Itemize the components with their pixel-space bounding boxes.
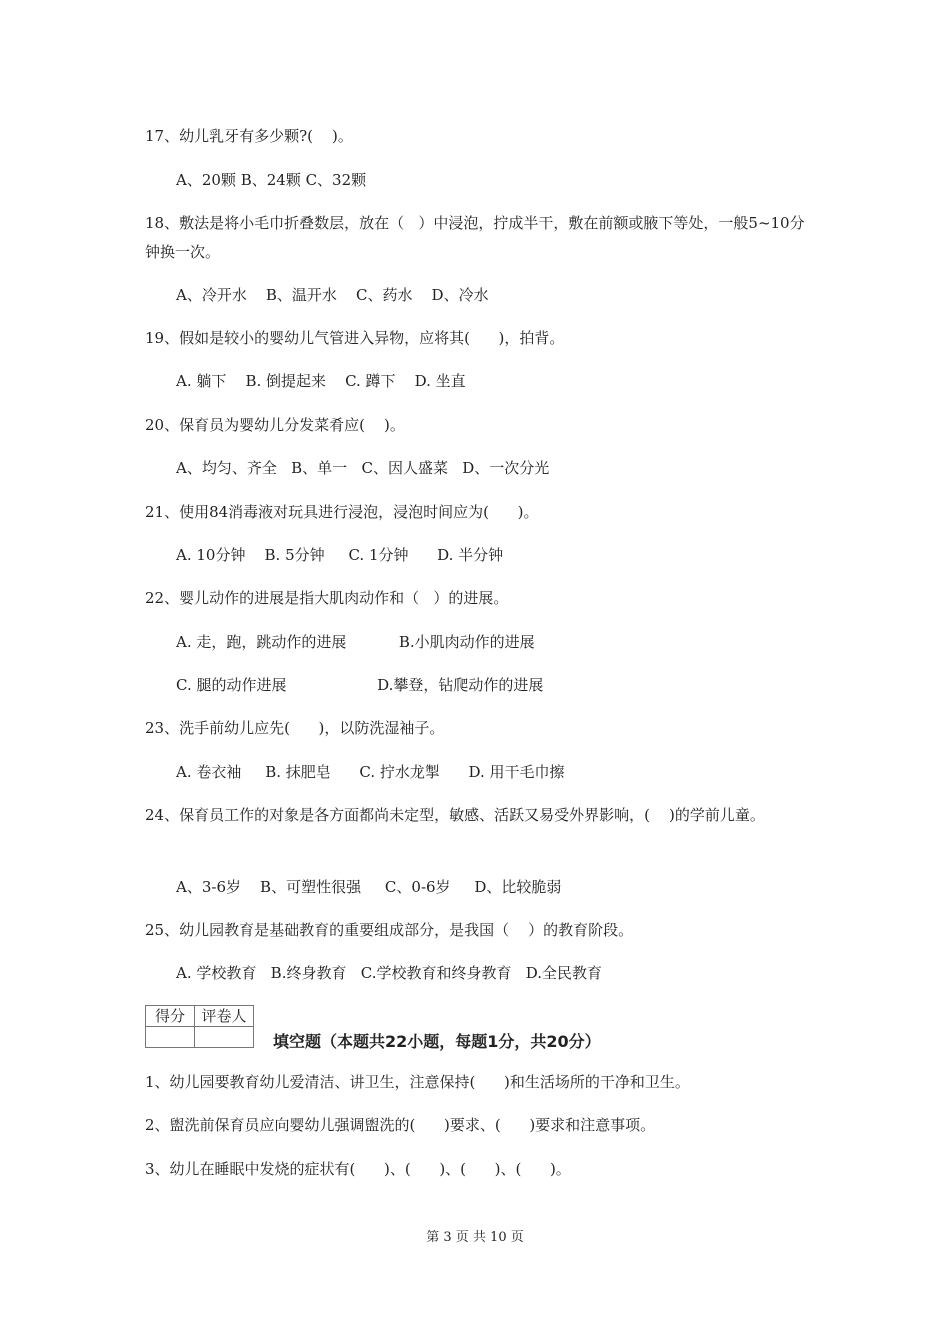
question-20-options: A、均匀、齐全 B、单一 C、因人盛菜 D、一次分光	[176, 459, 550, 477]
question-25: 25、幼儿园教育是基础教育的重要组成部分，是我国（ ）的教育阶段。	[145, 921, 634, 939]
question-24: 24、保育员工作的对象是各方面都尚未定型，敏感、活跃又易受外界影响，( )的学前儿童。	[145, 806, 765, 824]
section-title: 填空题（本题共22小题，每题1分，共20分）	[273, 1032, 601, 1051]
fill-blank-3: 3、幼儿在睡眠中发烧的症状有( )、( )、( )、( )。	[145, 1160, 571, 1178]
question-19: 19、假如是较小的婴幼儿气管进入异物，应将其( )，拍背。	[145, 329, 565, 347]
question-17: 17、幼儿乳牙有多少颗?( )。	[145, 127, 353, 145]
page-footer: 第 3 页 共 10 页	[426, 1230, 524, 1245]
fill-blank-1: 1、幼儿园要教育幼儿爱清洁、讲卫生，注意保持( )和生活场所的干净和卫生。	[145, 1073, 690, 1091]
question-23: 23、洗手前幼儿应先( )，以防洗湿袖子。	[145, 719, 445, 737]
score-label: 得分	[146, 1006, 195, 1027]
question-24-options: A、3-6岁 B、可塑性很强 C、0-6岁 D、比较脆弱	[176, 878, 562, 896]
question-22-options-c-d: C. 腿的动作进展 D.攀登，钻爬动作的进展	[176, 676, 544, 694]
question-25-options: A. 学校教育 B.终身教育 C.学校教育和终身教育 D.全民教育	[176, 964, 603, 982]
question-21: 21、使用84消毒液对玩具进行浸泡，浸泡时间应为( )。	[145, 503, 539, 521]
score-cell	[146, 1027, 195, 1048]
question-17-options: A、20颗 B、24颗 C、32颗	[176, 171, 367, 189]
grader-cell	[195, 1027, 254, 1048]
fill-blank-2: 2、盥洗前保育员应向婴幼儿强调盥洗的( )要求、( )要求和注意事项。	[145, 1116, 656, 1134]
question-22-options-a-b: A. 走，跑，跳动作的进展 B.小肌肉动作的进展	[176, 633, 535, 651]
question-19-options: A. 躺下 B. 倒提起来 C. 蹲下 D. 坐直	[176, 372, 466, 390]
question-22: 22、婴儿动作的进展是指大肌肉动作和（ ）的进展。	[145, 589, 509, 607]
grader-label: 评卷人	[195, 1006, 254, 1027]
question-18-options: A、冷开水 B、温开水 C、药水 D、冷水	[176, 286, 489, 304]
score-table	[145, 1005, 254, 1048]
question-18: 18、敷法是将小毛巾折叠数层，放在（ ）中浸泡，拧成半干，敷在前额或腋下等处，一般5~10分钟换一次。	[145, 214, 805, 261]
question-20: 20、保育员为婴幼儿分发菜肴应( )。	[145, 416, 405, 434]
question-21-options: A. 10分钟 B. 5分钟 C. 1分钟 D. 半分钟	[176, 546, 504, 564]
question-23-options: A. 卷衣袖 B. 抹肥皂 C. 拧水龙掣 D. 用干毛巾擦	[176, 763, 565, 781]
